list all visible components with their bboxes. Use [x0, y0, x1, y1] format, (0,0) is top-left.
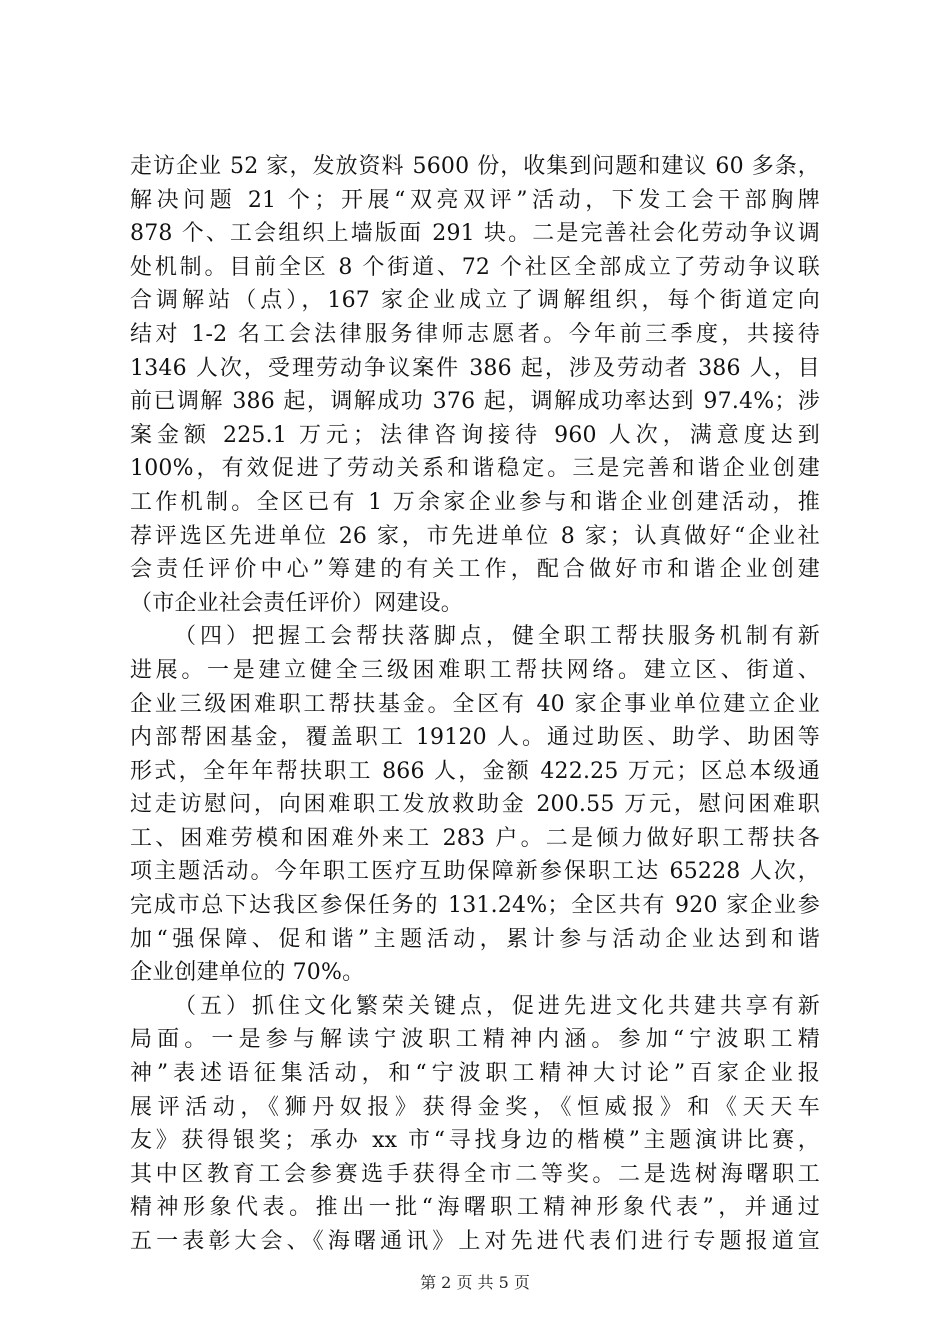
text-line: 精神形象代表。推出一批“海曙职工精神形象代表”，并通过: [130, 1195, 820, 1221]
text-line: 878 个、工会组织上墙版面 291 块。二是完善社会化劳动争议调: [130, 221, 820, 247]
text-line: 处机制。目前全区 8 个街道、72 个社区全部成立了劳动争议联: [130, 254, 820, 280]
text-line: 合调解站（点），167 家企业成立了调解组织，每个街道定向: [130, 288, 820, 314]
text-line: 其中区教育工会参赛选手获得全市二等奖。二是选树海曙职工: [130, 1161, 820, 1187]
text-line: 前已调解 386 起，调解成功 376 起，调解成功率达到 97.4%；涉: [130, 389, 820, 415]
text-line: 展评活动，《狮丹奴报》获得金奖，《恒威报》和《天天车: [130, 1094, 820, 1120]
text-line: 形式，全年年帮扶职工 866 人，金额 422.25 万元；区总本级通: [130, 758, 820, 784]
section-heading-line: （四）把握工会帮扶落脚点，健全职工帮扶服务机制有新: [174, 624, 820, 650]
text-line: 进展。一是建立健全三级困难职工帮扶网络。建立区、街道、: [130, 657, 820, 683]
text-line: 会责任评价中心”筹建的有关工作，配合做好市和谐企业创建: [130, 557, 820, 583]
text-line: 解决问题 21 个；开展“双亮双评”活动，下发工会干部胸牌: [130, 187, 820, 213]
text-line: 友》获得银奖；承办 xx 市“寻找身边的楷模”主题演讲比赛，: [130, 1128, 820, 1154]
text-line: 内部帮困基金，覆盖职工 19120 人。通过助医、助学、助困等: [130, 725, 820, 751]
text-line: 五一表彰大会、《海曙通讯》上对先进代表们进行专题报道宣: [130, 1229, 820, 1254]
text-line: 1346 人次，受理劳动争议案件 386 起，涉及劳动者 386 人，目: [130, 355, 820, 381]
text-line: 过走访慰问，向困难职工发放救助金 200.55 万元，慰问困难职: [130, 792, 820, 818]
text-line: 企业三级困难职工帮扶基金。全区有 40 家企事业单位建立企业: [130, 691, 820, 717]
text-line: 工作机制。全区已有 1 万余家企业参与和谐企业创建活动，推: [130, 489, 820, 515]
text-line: 100%，有效促进了劳动关系和谐稳定。三是完善和谐企业创建: [130, 456, 820, 482]
text-line: 企业创建单位的 70%。: [130, 960, 365, 986]
document-body: [130, 150, 820, 1259]
text-line: 完成市总下达我区参保任务的 131.24%；全区共有 920 家企业参: [130, 893, 820, 919]
text-line: 加“强保障、促和谐”主题活动，累计参与活动企业达到和谐: [130, 926, 820, 952]
text-line: 局面。一是参与解读宁波职工精神内涵。参加“宁波职工精: [130, 1027, 820, 1053]
text-line: 结对 1-2 名工会法律服务律师志愿者。今年前三季度，共接待: [130, 321, 820, 347]
text-line: 神”表述语征集活动，和“宁波职工精神大讨论”百家企业报: [130, 1061, 820, 1087]
section-heading-line: （五）抓住文化繁荣关键点，促进先进文化共建共享有新: [174, 993, 820, 1019]
text-line: 项主题活动。今年职工医疗互助保障新参保职工达 65228 人次，: [130, 859, 820, 885]
page-number-footer: 第 2 页 共 5 页: [420, 1273, 530, 1292]
text-line: 荐评选区先进单位 26 家，市先进单位 8 家；认真做好“企业社: [130, 523, 820, 549]
text-line: （市企业社会责任评价）网建设。: [130, 590, 464, 616]
text-line: 工、困难劳模和困难外来工 283 户。二是倾力做好职工帮扶各: [130, 825, 820, 851]
text-line: 走访企业 52 家，发放资料 5600 份，收集到问题和建议 60 多条，: [130, 154, 820, 179]
text-line: 案金额 225.1 万元；法律咨询接待 960 人次，满意度达到: [130, 422, 820, 448]
